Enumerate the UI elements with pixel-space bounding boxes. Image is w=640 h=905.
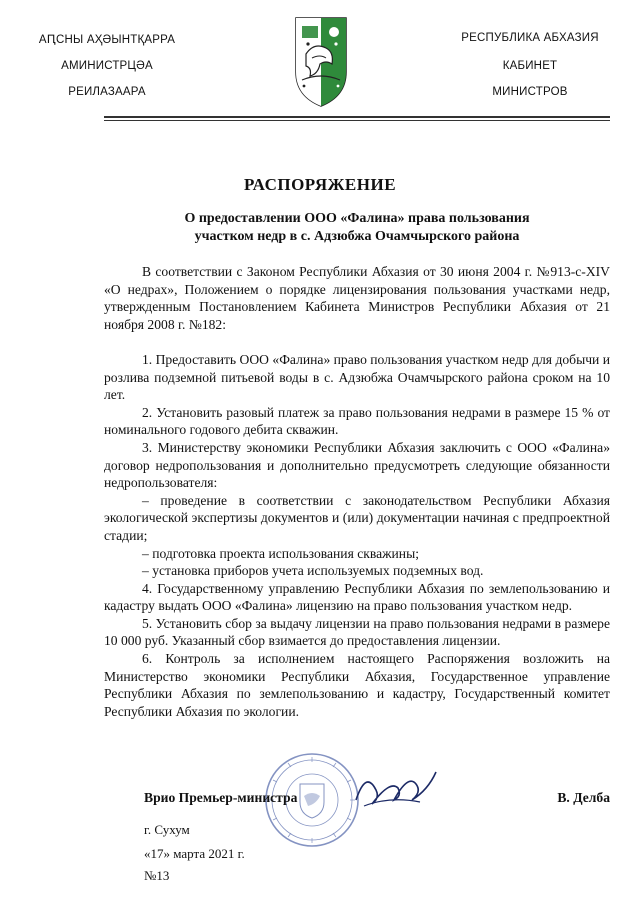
subject-line-2: участком недр в с. Адзюбжа Очамчырского района	[194, 229, 520, 244]
paragraph-3-item-1: – проведение в соответствии с законодательством Республики Абхазия экологической экспертизы документов и (или) документации начиная с предпроектной стадии;	[104, 492, 610, 543]
coat-of-arms-icon	[292, 14, 350, 110]
signatory-name: В. Делба	[557, 790, 610, 805]
signatory-position: Врио Премьер-министра	[144, 790, 298, 805]
paragraph-6: 6. Контроль за исполнением настоящего Распоряжения возложить на Министерство экономики Республики Абхазия, Государственное управление Республики Абхазия по землепользованию и кадастру, Государственный комитет Республики Абхазия по экологии.	[104, 651, 610, 719]
paragraph-1: 1. Предоставить ООО «Фалина» право пользования участком недр для добычи и розлива подземной питьевой воды в с. Адзюбжа Очамчырского района сроком на 10 лет.	[104, 351, 610, 403]
paragraph-3: 3. Министерству экономики Республики Абхазия заключить с ООО «Фалина» договор недропользования и дополнительно предусмотреть следующие обязанности недропользователя:	[104, 439, 610, 491]
document-date: «17» марта 2021 г.	[144, 846, 245, 861]
preamble-paragraph: В соответствии с Законом Республики Абхазия от 30 июня 2004 г. №913-с-XIV «О недрах», Положением о порядке лицензирования пользования участками недр, утвержденным Постановлением Кабинета Министров Республики Абхазия от 21 ноября 2008 г. №182:	[104, 264, 610, 332]
paragraph-2: 2. Установить разовый платеж за право пользования недрами в размере 15 % от номинального годового дебита скважин.	[104, 404, 610, 438]
header-left-line1: АԤСНЫ АҲӘЫНТҚАРРА	[38, 34, 176, 46]
document-body	[104, 263, 610, 720]
header-left-line3: РЕИЛАЗААРА	[68, 86, 146, 98]
paragraph-3-item-3: – установка приборов учета используемых подземных вод.	[142, 563, 484, 579]
header-right-line1: РЕСПУБЛИКА АБХАЗИЯ	[461, 32, 599, 44]
paragraph-4: 4. Государственному управлению Республики Абхазия по землепользованию и кадастру выдать ООО «Фалина» лицензию на право пользования участком недр.	[104, 580, 610, 614]
header-divider-thick	[104, 116, 610, 118]
paragraph-3-item-2: – подготовка проекта использования скважины;	[142, 545, 419, 561]
paragraph-5: 5. Установить сбор за выдачу лицензии на право пользования недрами в размере 10 000 руб. Указанный сбор взимается до предоставления лицензии.	[104, 615, 610, 649]
header-divider-thin	[104, 120, 610, 121]
header-right-line3: МИНИСТРОВ	[492, 86, 568, 98]
header-right-line2: КАБИНЕТ	[502, 60, 558, 72]
document-subject	[104, 210, 610, 246]
document-number: №13	[144, 868, 170, 883]
document-title: РАСПОРЯЖЕНИЕ	[243, 175, 397, 194]
handwritten-signature-icon	[350, 760, 440, 815]
header-left-line2: АМИНИСТРЦӘА	[61, 60, 153, 72]
subject-line-1: О предоставлении ООО «Фалина» права пользования	[184, 211, 530, 226]
document-city: г. Сухум	[144, 822, 190, 837]
